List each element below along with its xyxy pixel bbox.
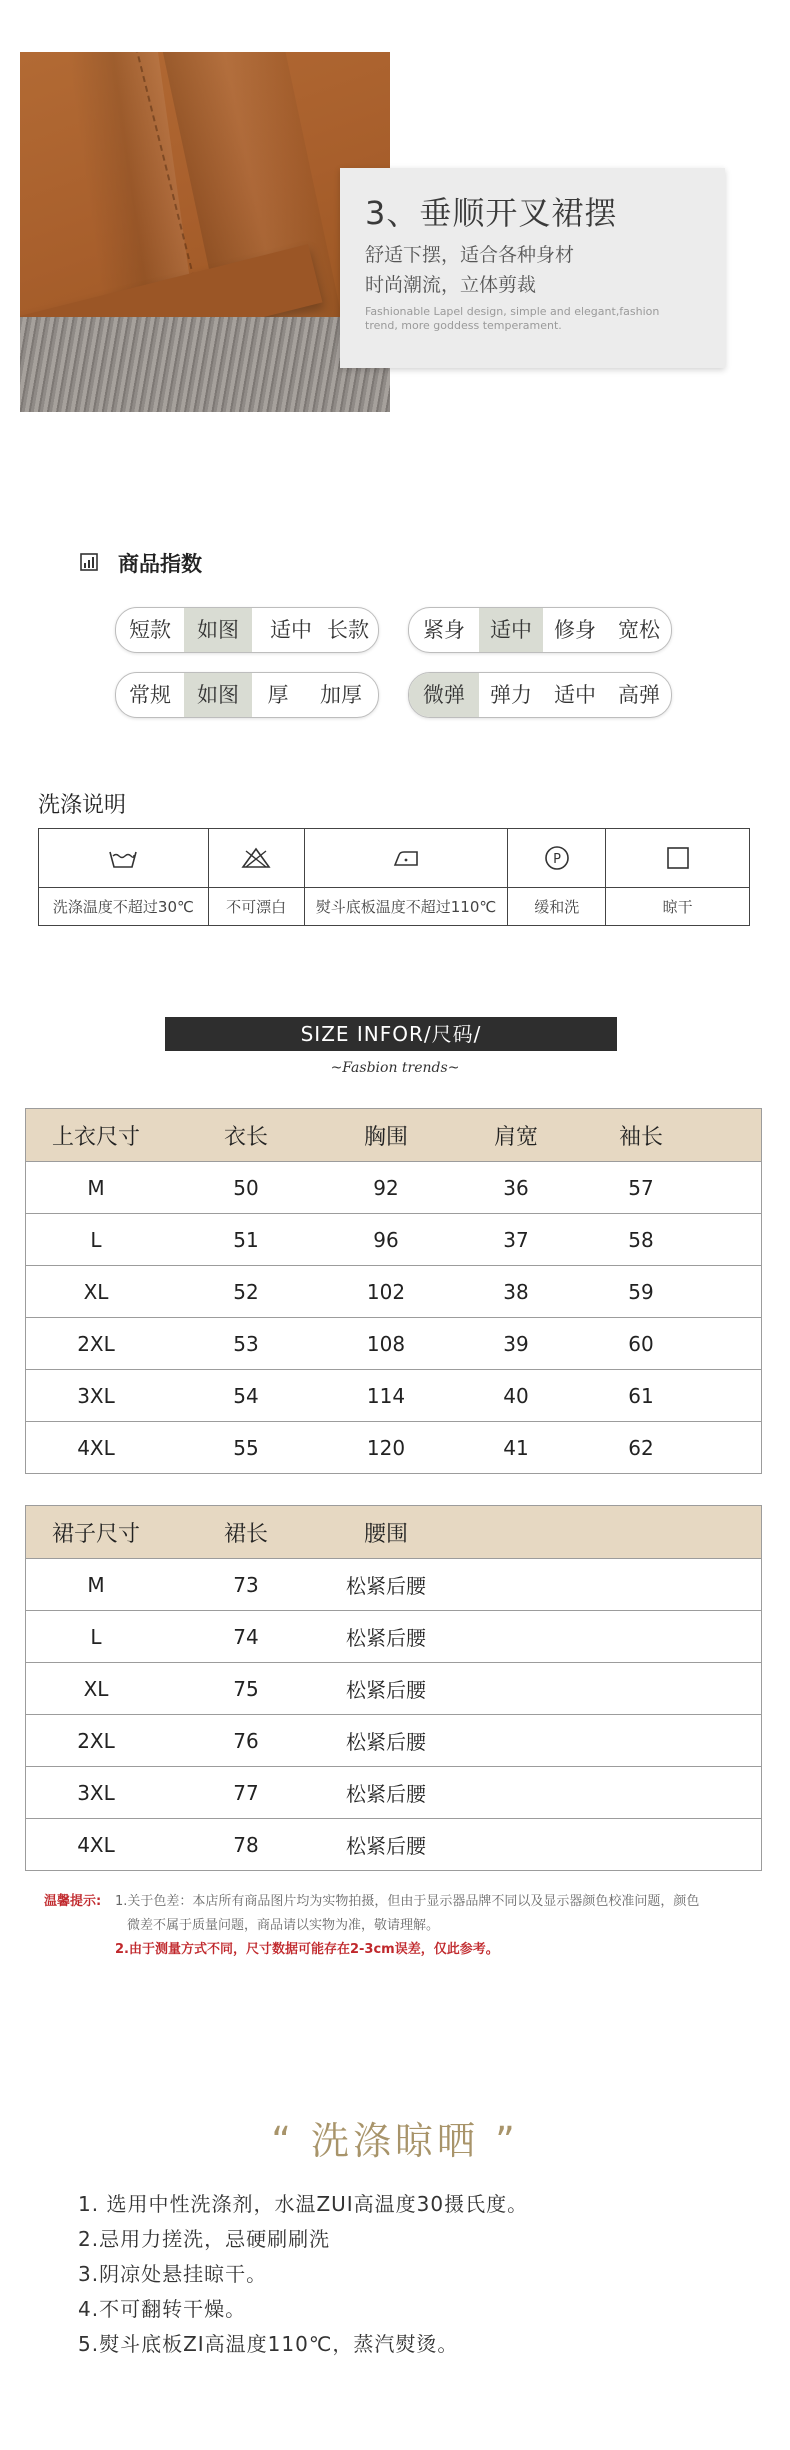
care-item: 1. 选用中性洗涤剂，水温ZUI高温度30摄氏度。: [78, 2192, 529, 2216]
header-cell: 胸围: [363, 1124, 408, 1150]
table-header: [26, 1506, 761, 1559]
table-cell: L: [90, 1227, 102, 1252]
scale-segment: 适中: [554, 683, 596, 707]
scale-segment: 如图: [184, 608, 252, 652]
thickness-scale: [115, 672, 379, 718]
table-cell: 37: [503, 1227, 529, 1252]
table-cell: XL: [83, 1676, 109, 1701]
scale-segment: 紧身: [423, 618, 465, 642]
header-cell: 上衣尺寸: [51, 1124, 140, 1150]
wash-label: 缓和洗: [508, 888, 606, 926]
table-cell: 52: [233, 1279, 259, 1304]
top-size-table: [25, 1108, 762, 1474]
wash-tub-icon: [108, 846, 138, 870]
table-cell: 96: [373, 1227, 399, 1252]
washing-title: 洗涤说明: [38, 793, 127, 818]
table-cell: 61: [628, 1383, 654, 1408]
length-scale: [115, 607, 379, 653]
table-cell: 114: [366, 1383, 406, 1408]
table-cell: 120: [366, 1435, 406, 1460]
table-cell: 松紧后腰: [346, 1574, 426, 1598]
care-item: 2.忌用力搓洗，忌硬刷刷洗: [78, 2227, 331, 2251]
table-cell: 60: [628, 1331, 654, 1356]
care-item: 4.不可翻转干燥。: [78, 2297, 247, 2321]
table-cell: 39: [503, 1331, 529, 1356]
table-row: [26, 1819, 761, 1870]
care-title: “ 洗涤晾晒 ”: [271, 2119, 519, 2163]
table-cell: 102: [366, 1279, 406, 1304]
table-row: [26, 1663, 761, 1715]
table-cell: M: [87, 1175, 105, 1200]
table-row: [26, 1318, 761, 1370]
wash-label: 不可漂白: [208, 888, 304, 926]
index-title: 商品指数: [118, 552, 202, 576]
header-cell: 衣长: [223, 1124, 268, 1150]
scale-segment: 修身: [554, 618, 596, 642]
wash-label: 洗涤温度不超过30℃: [39, 888, 209, 926]
bar-chart-icon: [80, 553, 98, 571]
size-subtitle: ~Fasbion trends~: [330, 1060, 460, 1076]
table-cell: 松紧后腰: [346, 1834, 426, 1858]
table-cell: 松紧后腰: [346, 1730, 426, 1754]
table-cell: 59: [628, 1279, 654, 1304]
table-row: [26, 1214, 761, 1266]
scale-segment: 宽松: [618, 618, 660, 642]
notice-label: 温馨提示:: [44, 1894, 102, 1909]
table-cell: 51: [233, 1227, 259, 1252]
table-cell: 77: [233, 1780, 259, 1805]
table-cell: L: [90, 1624, 102, 1649]
table-cell: 73: [233, 1572, 259, 1597]
table-cell: 55: [233, 1435, 259, 1460]
scale-segment: 高弹: [618, 683, 660, 707]
table-cell: 4XL: [77, 1832, 115, 1857]
table-cell: 62: [628, 1435, 654, 1460]
table-cell: 50: [233, 1175, 259, 1200]
feature-english: Fashionable Lapel design, simple and elegant,fashion trend, more goddess temperament.: [365, 305, 660, 332]
scale-segment: 如图: [184, 673, 252, 717]
table-row: [26, 1767, 761, 1819]
table-row: [26, 1162, 761, 1214]
svg-text:P: P: [552, 852, 561, 867]
no-bleach-icon: [241, 846, 271, 870]
iron-icon: [391, 846, 421, 870]
wash-label: 晾干: [606, 888, 750, 926]
feature-line-2: 时尚潮流，立体剪裁: [365, 274, 537, 296]
table-cell: XL: [83, 1279, 109, 1304]
table-row: [26, 1370, 761, 1422]
gentle-dryclean-icon: [542, 845, 572, 871]
scale-segment: 加厚: [320, 683, 362, 707]
header-cell: 裙子尺寸: [51, 1521, 140, 1547]
table-cell: 38: [503, 1279, 529, 1304]
table-cell: 54: [233, 1383, 259, 1408]
washing-table: [38, 828, 750, 924]
table-cell: 76: [233, 1728, 259, 1753]
table-cell: 53: [233, 1331, 259, 1356]
feature-title: 3、垂顺开叉裙摆: [365, 194, 618, 232]
header-cell: 裙长: [223, 1521, 268, 1547]
table-cell: 58: [628, 1227, 654, 1252]
scale-segment: 适中: [270, 618, 312, 642]
header-cell: 袖长: [618, 1124, 663, 1150]
table-cell: 4XL: [77, 1435, 115, 1460]
table-cell: 3XL: [77, 1780, 115, 1805]
care-item: 5.熨斗底板ZI高温度110℃，蒸汽熨烫。: [78, 2332, 459, 2356]
table-row: [26, 1715, 761, 1767]
feature-line-1: 舒适下摆，适合各种身材: [365, 244, 575, 266]
size-banner: SIZE INFOR/尺码/: [165, 1017, 617, 1051]
table-cell: 57: [628, 1175, 654, 1200]
dry-icon: [663, 845, 693, 871]
table-header: [26, 1109, 761, 1162]
scale-segment: 短款: [129, 618, 171, 642]
table-row: [26, 1611, 761, 1663]
notice-color-cont: 微差不属于质量问题，商品请以实物为准，敬请理解。: [127, 1918, 440, 1933]
table-cell: 41: [503, 1435, 529, 1460]
table-cell: 松紧后腰: [346, 1782, 426, 1806]
table-cell: 78: [233, 1832, 259, 1857]
table-row: [26, 1422, 761, 1473]
product-photo: [20, 52, 390, 412]
elasticity-scale: [408, 672, 672, 718]
scale-segment: 微弹: [409, 673, 479, 717]
table-cell: 92: [373, 1175, 399, 1200]
header-cell: 肩宽: [493, 1124, 538, 1150]
table-cell: 2XL: [77, 1331, 115, 1356]
table-cell: 3XL: [77, 1383, 115, 1408]
scale-segment: 常规: [129, 683, 171, 707]
table-cell: 松紧后腰: [346, 1678, 426, 1702]
care-item: 3.阴凉处悬挂晾干。: [78, 2262, 268, 2286]
table-cell: M: [87, 1572, 105, 1597]
scale-segment: 长款: [327, 618, 369, 642]
table-cell: 108: [366, 1331, 406, 1356]
skirt-size-table: [25, 1505, 762, 1871]
table-cell: 2XL: [77, 1728, 115, 1753]
fit-scale: [408, 607, 672, 653]
table-cell: 40: [503, 1383, 529, 1408]
header-cell: 腰围: [363, 1521, 408, 1547]
table-cell: 松紧后腰: [346, 1626, 426, 1650]
table-cell: 75: [233, 1676, 259, 1701]
wash-label: 熨斗底板温度不超过110℃: [304, 888, 508, 926]
table-row: [26, 1266, 761, 1318]
scale-segment: 弹力: [490, 683, 532, 707]
table-cell: 74: [233, 1624, 259, 1649]
table-row: [26, 1559, 761, 1611]
notice-measure: 2.由于测量方式不同，尺寸数据可能存在2-3cm误差，仅此参考。: [115, 1942, 499, 1957]
scale-segment: 适中: [479, 608, 543, 652]
notice-color: 1.关于色差：本店所有商品图片均为实物拍摄，但由于显示器品牌不同以及显示器颜色校准问题，颜色: [115, 1894, 700, 1909]
scale-segment: 厚: [267, 683, 289, 707]
table-cell: 36: [503, 1175, 529, 1200]
